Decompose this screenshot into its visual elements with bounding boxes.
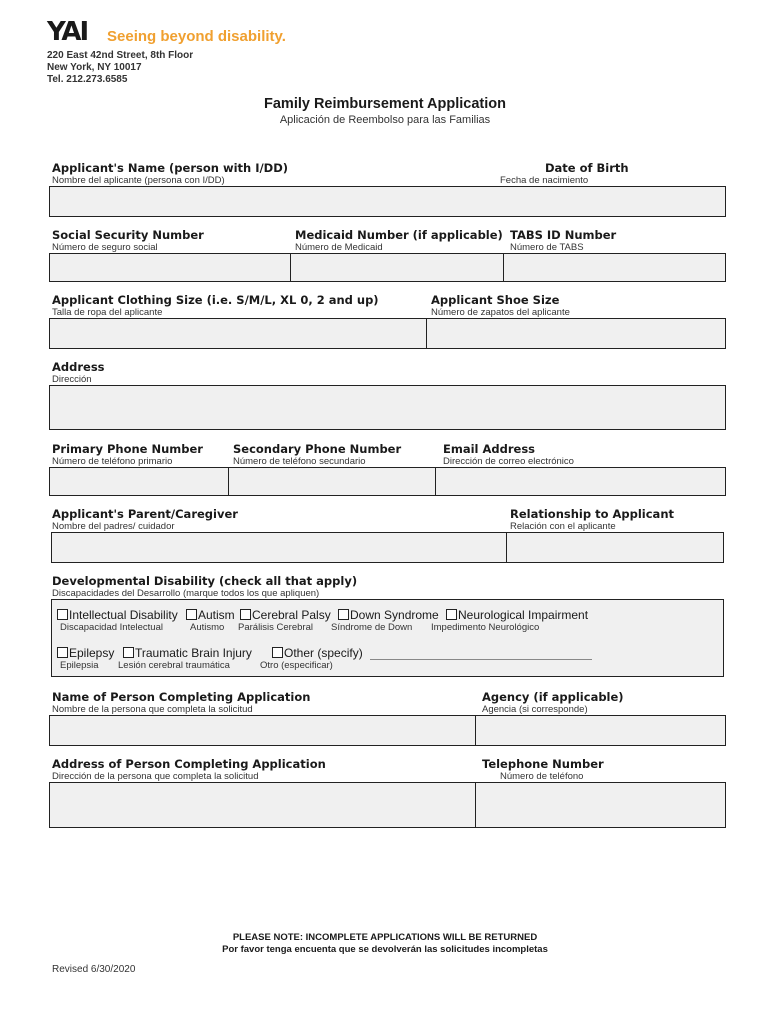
- relationship-sublabel: Relación con el aplicante: [510, 521, 616, 532]
- address-line-1: 220 East 42nd Street, 8th Floor: [47, 50, 194, 61]
- parent-field[interactable]: [51, 532, 507, 563]
- logo-tagline: Seeing beyond disability.: [107, 28, 286, 45]
- tabs-field[interactable]: [503, 253, 726, 282]
- checkbox-autism[interactable]: [186, 608, 235, 622]
- checkbox-box[interactable]: [186, 609, 197, 620]
- disability-label: Developmental Disability (check all that apply): [52, 574, 358, 588]
- checkbox-label: Neurological Impairment: [458, 608, 589, 622]
- checkbox-label: Down Syndrome: [350, 608, 439, 622]
- address-sublabel: Dirección: [52, 374, 92, 385]
- medicaid-field[interactable]: [290, 253, 504, 282]
- shoe-size-label: Applicant Shoe Size: [431, 293, 560, 307]
- parent-label: Applicant's Parent/Caregiver: [52, 507, 238, 521]
- parent-sublabel: Nombre del padres/ cuidador: [52, 521, 175, 532]
- checkbox-label: Autism: [198, 608, 235, 622]
- phone-line: Tel. 212.273.6585: [47, 74, 128, 85]
- checkbox-neurological-impairment[interactable]: [446, 608, 588, 622]
- applicant-dob-field[interactable]: [49, 186, 726, 217]
- ssn-field[interactable]: [49, 253, 291, 282]
- form-subtitle: Aplicación de Reembolso para las Familias: [279, 114, 491, 126]
- disability-sublabel: Discapacidades del Desarrollo (marque todos los que apliquen): [52, 588, 320, 599]
- address-line-2: New York, NY 10017: [47, 62, 142, 73]
- shoe-size-sublabel: Número de zapatos del aplicante: [431, 307, 570, 318]
- completer-address-sublabel: Dirección de la persona que completa la solicitud: [52, 771, 259, 782]
- relationship-field[interactable]: [506, 532, 724, 563]
- other-specify-line[interactable]: [370, 659, 592, 660]
- checkbox-sublabel: Epilepsia: [60, 660, 99, 671]
- checkbox-cerebral-palsy[interactable]: [240, 608, 331, 622]
- note-english: PLEASE NOTE: INCOMPLETE APPLICATIONS WILL BE RETURNED: [232, 932, 538, 943]
- checkbox-box[interactable]: [240, 609, 251, 620]
- address-label: Address: [52, 360, 105, 374]
- agency-label: Agency (if applicable): [482, 690, 624, 704]
- clothing-size-field[interactable]: [49, 318, 427, 349]
- checkbox-label: Other (specify): [284, 646, 363, 660]
- agency-field[interactable]: [475, 715, 726, 746]
- clothing-size-sublabel: Talla de ropa del aplicante: [52, 307, 163, 318]
- relationship-label: Relationship to Applicant: [510, 507, 675, 521]
- checkbox-box[interactable]: [123, 647, 134, 658]
- checkbox-sublabel: Autismo: [190, 622, 225, 633]
- completer-name-field[interactable]: [49, 715, 476, 746]
- checkbox-box[interactable]: [338, 609, 349, 620]
- applicant-name-label: Applicant's Name (person with I/DD): [52, 161, 289, 175]
- checkbox-label: Cerebral Palsy: [252, 608, 331, 622]
- checkbox-box[interactable]: [57, 609, 68, 620]
- checkbox-label: Epilepsy: [69, 646, 115, 660]
- form-title: Family Reimbursement Application: [264, 96, 506, 112]
- telephone-sublabel: Número de teléfono: [500, 771, 584, 782]
- secondary-phone-label: Secondary Phone Number: [233, 442, 402, 456]
- note-spanish: Por favor tenga encuenta que se devolverán las solicitudes incompletas: [222, 944, 548, 955]
- checkbox-sublabel: Discapacidad Intelectual: [60, 622, 163, 633]
- checkbox-box[interactable]: [446, 609, 457, 620]
- organization-address: [47, 50, 193, 86]
- revised-date: Revised 6/30/2020: [52, 964, 136, 975]
- ssn-sublabel: Número de seguro social: [52, 242, 158, 253]
- checkbox-sublabel: Síndrome de Down: [331, 622, 413, 633]
- tabs-label: TABS ID Number: [510, 228, 617, 242]
- checkbox-traumatic-brain-injury[interactable]: [123, 646, 252, 660]
- applicant-name-sublabel: Nombre del aplicante (persona con I/DD): [52, 175, 225, 186]
- tabs-sublabel: Número de TABS: [510, 242, 584, 253]
- dob-label: Date of Birth: [545, 161, 629, 175]
- agency-sublabel: Agencia (si corresponde): [482, 704, 588, 715]
- primary-phone-field[interactable]: [49, 467, 229, 496]
- checkbox-other[interactable]: [272, 646, 363, 660]
- checkbox-intellectual-disability[interactable]: [57, 608, 178, 622]
- checkbox-label: Traumatic Brain Injury: [135, 646, 252, 660]
- yai-logo: [47, 17, 286, 48]
- shoe-size-field[interactable]: [426, 318, 726, 349]
- primary-phone-label: Primary Phone Number: [52, 442, 203, 456]
- logo-text: YAI: [47, 17, 88, 47]
- email-field[interactable]: [435, 467, 726, 496]
- address-field[interactable]: [49, 385, 726, 430]
- completer-name-sublabel: Nombre de la persona que completa la solicitud: [52, 704, 253, 715]
- completer-name-label: Name of Person Completing Application: [52, 690, 311, 704]
- medicaid-sublabel: Número de Medicaid: [295, 242, 383, 253]
- secondary-phone-field[interactable]: [228, 467, 436, 496]
- completer-address-field[interactable]: [49, 782, 476, 828]
- checkbox-sublabel: Impedimento Neurológico: [431, 622, 540, 633]
- email-label: Email Address: [443, 442, 536, 456]
- telephone-field[interactable]: [475, 782, 726, 828]
- checkbox-sublabel: Parálisis Cerebral: [238, 622, 313, 633]
- clothing-size-label: Applicant Clothing Size (i.e. S/M/L, XL 0, 2 and up): [52, 293, 379, 307]
- primary-phone-sublabel: Número de teléfono primario: [52, 456, 173, 467]
- checkbox-down-syndrome[interactable]: [338, 608, 439, 622]
- medicaid-label: Medicaid Number (if applicable): [295, 228, 503, 242]
- checkbox-sublabel: Otro (especificar): [260, 660, 333, 671]
- checkbox-epilepsy[interactable]: [57, 646, 114, 660]
- ssn-label: Social Security Number: [52, 228, 204, 242]
- checkbox-box[interactable]: [57, 647, 68, 658]
- secondary-phone-sublabel: Número de teléfono secundario: [233, 456, 366, 467]
- checkbox-label: Intellectual Disability: [69, 608, 178, 622]
- checkbox-box[interactable]: [272, 647, 283, 658]
- completer-address-label: Address of Person Completing Application: [52, 757, 326, 771]
- checkbox-sublabel: Lesión cerebral traumática: [118, 660, 230, 671]
- email-sublabel: Dirección de correo electrónico: [443, 456, 574, 467]
- telephone-label: Telephone Number: [482, 757, 604, 771]
- dob-sublabel: Fecha de nacimiento: [500, 175, 589, 186]
